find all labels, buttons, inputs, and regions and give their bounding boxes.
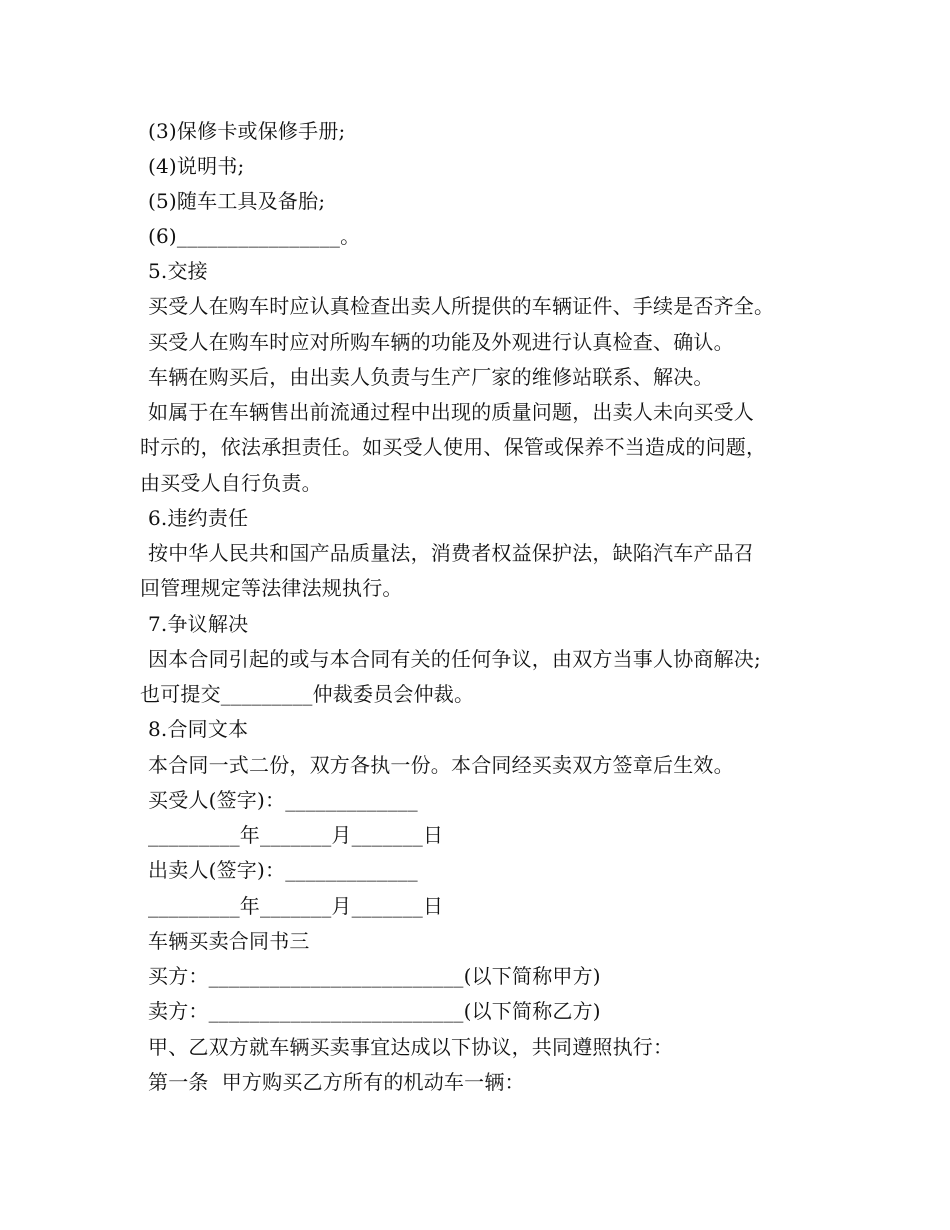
section-heading: 5.交接: [148, 259, 208, 283]
text-line: 回管理规定等法律法规执行。: [140, 576, 403, 600]
text-line: 因本合同引起的或与本合同有关的任何争议，由双方当事人协商解决;: [148, 647, 761, 671]
text-line: 本合同一式二份，双方各执一份。本合同经买卖双方签章后生效。: [148, 753, 734, 777]
buyer-line: 买方：_________________________(以下简称甲方): [148, 964, 601, 988]
text-line: 也可提交_________仲裁委员会仲裁。: [140, 682, 475, 706]
signature-line-buyer: 买受人(签字)：_____________: [148, 788, 418, 812]
section-heading: 7.争议解决: [148, 612, 249, 636]
text-line: (6)________________。: [148, 224, 361, 248]
section-heading: 8.合同文本: [148, 717, 249, 741]
text-line: 如属于在车辆售出前流通过程中出现的质量问题，出卖人未向买受人: [148, 400, 754, 424]
text-line: 买受人在购车时应认真检查出卖人所提供的车辆证件、手续是否齐全。: [148, 294, 775, 318]
text-line: (5)随车工具及备胎;: [148, 189, 326, 213]
article-line: 第一条 甲方购买乙方所有的机动车一辆：: [148, 1070, 525, 1094]
text-line: (4)说明书;: [148, 154, 245, 178]
text-line: 由买受人自行负责。: [140, 471, 322, 495]
date-line: _________年_______月_______日: [148, 823, 444, 847]
seller-line: 卖方：_________________________(以下简称乙方): [148, 999, 601, 1023]
signature-line-seller: 出卖人(签字)：_____________: [148, 858, 418, 882]
text-line: 车辆在购买后，由出卖人负责与生产厂家的维修站联系、解决。: [148, 365, 714, 389]
text-line: 按中华人民共和国产品质量法，消费者权益保护法，缺陷汽车产品召: [148, 541, 754, 565]
text-line: 买受人在购车时应对所购车辆的功能及外观进行认真检查、确认。: [148, 330, 734, 354]
document-title: 车辆买卖合同书三: [148, 929, 310, 953]
text-line: (3)保修卡或保修手册;: [148, 119, 346, 143]
text-line: 甲、乙双方就车辆买卖事宜达成以下协议，共同遵照执行：: [148, 1035, 674, 1059]
section-heading: 6.违约责任: [148, 506, 249, 530]
text-line: 时示的，依法承担责任。如买受人使用、保管或保养不当造成的问题，: [140, 435, 767, 459]
date-line: _________年_______月_______日: [148, 894, 444, 918]
